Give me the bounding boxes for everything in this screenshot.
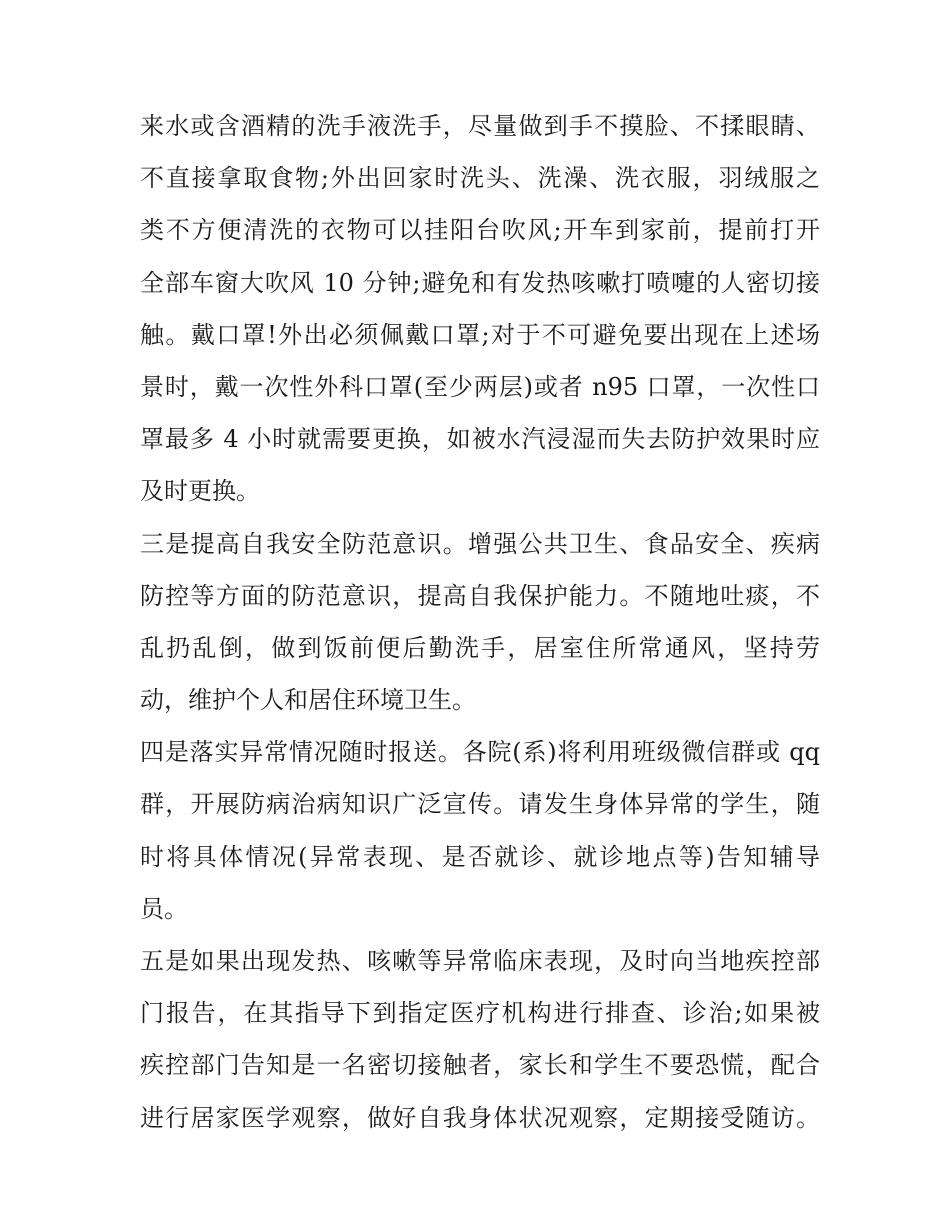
text-line: 群，开展防病治病知识广泛宣传。请发生身体异常的学生，随 (140, 790, 820, 819)
text-line: 五是如果出现发热、咳嗽等异常临床表现，及时向当地疾控部 (140, 947, 820, 975)
text-line: 来水或含酒精的洗手液洗手，尽量做到手不摸脸、不揉眼睛、 (140, 112, 820, 140)
text-line: 时将具体情况(异常表现、是否就诊、就诊地点等)告知辅导 (140, 842, 820, 871)
text-line: 乱扔乱倒，做到饭前便后勤洗手，居室住所常通风，坚持劳 (140, 633, 820, 662)
text-line: 景时，戴一次性外科口罩(至少两层)或者 n95 口罩，一次性口 (140, 372, 820, 401)
text-line: 进行居家医学观察，做好自我身体状况观察，定期接受随访。 (140, 1103, 820, 1132)
document-body (140, 100, 820, 1144)
text-line: 动，维护个人和居住环境卫生。 (140, 686, 476, 715)
text-line: 罩最多 4 小时就需要更换，如被水汽浸湿而失去防护效果时应 (140, 425, 820, 454)
text-line: 不直接拿取食物;外出回家时洗头、洗澡、洗衣服，羽绒服之 (140, 164, 820, 193)
text-line: 及时更换。 (140, 477, 260, 506)
text-line: 门报告，在其指导下到指定医疗机构进行排查、诊治;如果被 (140, 999, 820, 1028)
text-line: 四是落实异常情况随时报送。各院(系)将利用班级微信群或 qq (140, 738, 820, 767)
text-line: 疾控部门告知是一名密切接触者，家长和学生不要恐慌，配合 (140, 1051, 820, 1080)
text-line: 防控等方面的防范意识，提高自我保护能力。不随地吐痰，不 (140, 581, 820, 610)
text-line: 全部车窗大吹风 10 分钟;避免和有发热咳嗽打喷嚏的人密切接 (140, 268, 820, 297)
text-line: 三是提高自我安全防范意识。增强公共卫生、食品安全、疾病 (140, 529, 820, 558)
text-line: 员。 (140, 894, 188, 923)
text-line: 类不方便清洗的衣物可以挂阳台吹风;开车到家前，提前打开 (140, 216, 820, 245)
text-line: 触。戴口罩!外出必须佩戴口罩;对于不可避免要出现在上述场 (140, 320, 820, 349)
